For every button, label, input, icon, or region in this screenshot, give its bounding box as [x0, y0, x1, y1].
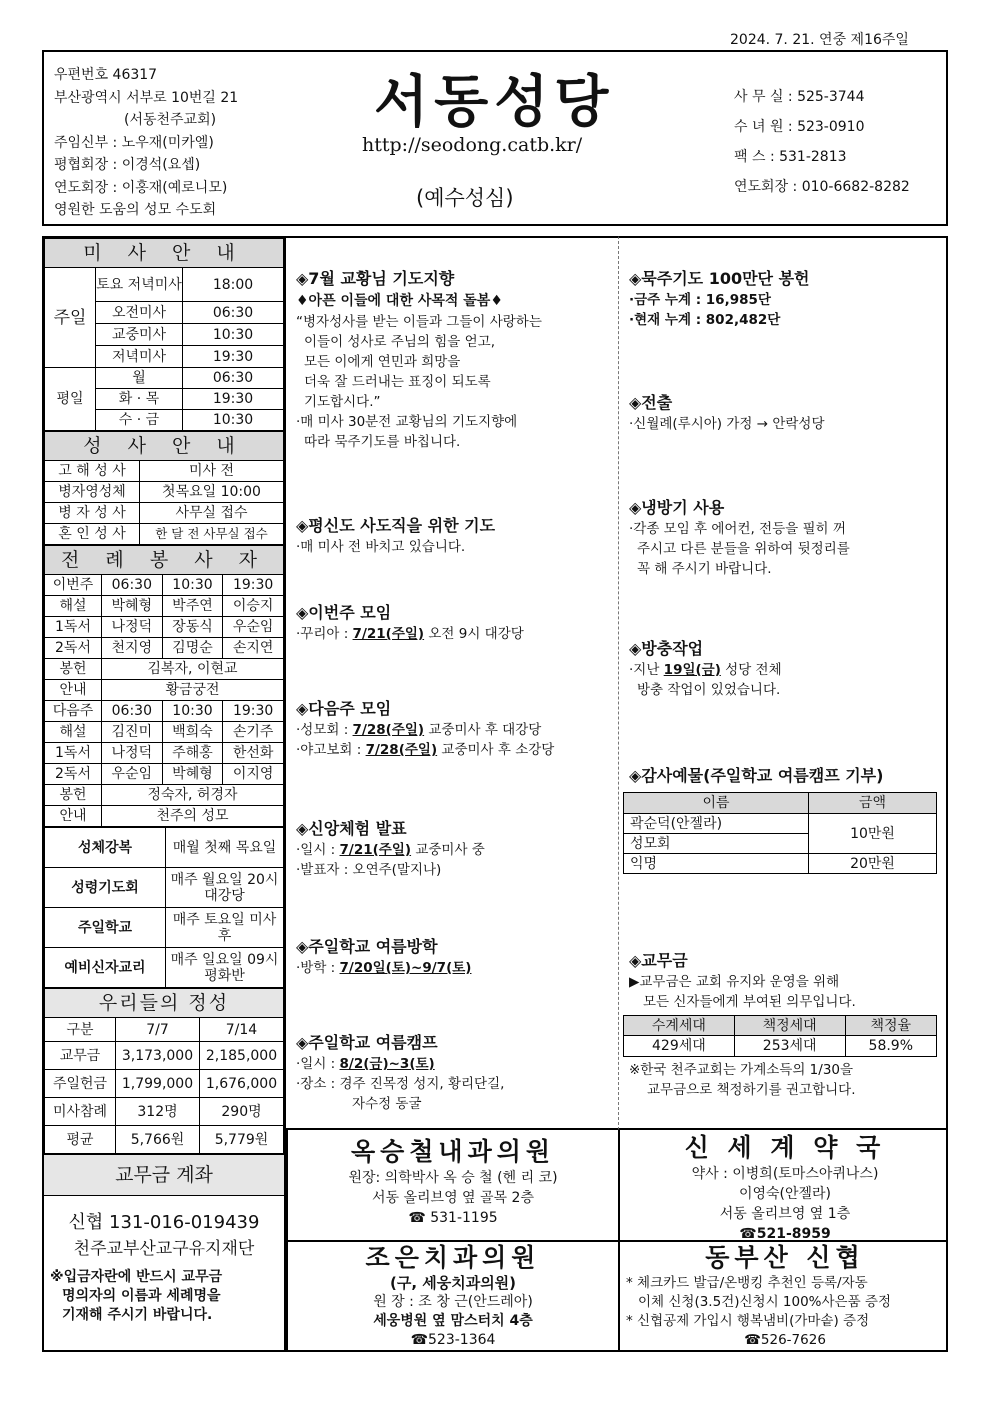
- ad-line: 이체 신청(3.5건)신청시 100%사은품 증정: [638, 1294, 892, 1310]
- ad-name: 옥승철내과의원: [350, 1137, 556, 1166]
- offering-title: 우리들의 정성: [45, 989, 284, 1018]
- section-title: ◈전출: [629, 393, 673, 412]
- mass-time: 18:00: [183, 268, 284, 302]
- meeting-name: 성체강복: [45, 828, 166, 868]
- time-header: 10:30: [162, 575, 223, 596]
- section-title: ◈교무금: [629, 951, 688, 970]
- ad-line: ☎ 531-1195: [408, 1210, 498, 1226]
- detail: 성당 전체: [720, 662, 782, 678]
- offering-header: 7/14: [200, 1018, 284, 1042]
- tithe-header: 책정세대: [734, 1016, 845, 1036]
- role: 안내: [45, 806, 102, 827]
- detail: 교중미사 후 대강당: [424, 722, 542, 738]
- address: 부산광역시 서부로 10번길 21: [54, 89, 239, 106]
- server: 손기주: [223, 722, 284, 743]
- text-line: ·신월례(루시아) 가정 → 안락성당: [629, 416, 825, 432]
- time-header: 19:30: [223, 575, 284, 596]
- role: 1독서: [45, 617, 102, 638]
- sacrament-name: 고 해 성 사: [45, 461, 140, 482]
- time-header: 10:30: [162, 701, 223, 722]
- mass-time: 10:30: [183, 410, 284, 431]
- mass-name: 교중미사: [96, 324, 183, 346]
- motto: (예수성심): [416, 186, 514, 210]
- server: 김진미: [102, 722, 163, 743]
- parish-info: [54, 64, 238, 222]
- guide-servers: 천주의 성모: [102, 806, 284, 827]
- guide-servers: 황금궁전: [102, 680, 284, 701]
- server: 이지영: [223, 764, 284, 785]
- mass-name: 월: [96, 368, 183, 389]
- detail: 오전 9시 대강당: [424, 626, 524, 642]
- section-title: ◈냉방기 사용: [629, 498, 725, 517]
- section-title: ◈다음주 모임: [296, 699, 392, 718]
- mass-time: 10:30: [183, 324, 284, 346]
- convent-phone: 수 녀 원 : 523-0910: [734, 119, 865, 135]
- tithe-value: 253세대: [734, 1036, 845, 1057]
- contact-list: [734, 82, 910, 202]
- server: 우순임: [102, 764, 163, 785]
- role: 2독서: [45, 764, 102, 785]
- mass-time: 19:30: [183, 346, 284, 368]
- offering-value: 5,779원: [200, 1126, 284, 1154]
- sacrament-value: 미사 전: [140, 461, 284, 482]
- text-line: ·각종 모임 후 에어컨, 전등을 필히 꺼: [629, 521, 846, 537]
- role: 봉헌: [45, 659, 102, 680]
- date: 7/21(주일): [352, 626, 425, 642]
- week-label: 다음주: [45, 701, 102, 722]
- text-line: [296, 840, 485, 860]
- weekday-label: 평일: [45, 368, 96, 431]
- account-title: 교무금 계좌: [44, 1154, 284, 1196]
- ad-name: 동부산 신협: [705, 1243, 865, 1272]
- prayer-president: 연도회장 : 이홍재(예로니모): [54, 179, 228, 196]
- ad-line: 세웅병원 옆 맘스터치 4층: [373, 1313, 533, 1329]
- text-line: 이들이 성사로 주님의 힘을 얻고,: [304, 334, 495, 350]
- server: 나정덕: [102, 617, 163, 638]
- text-line: ·발표자 : 오연주(말지나): [296, 862, 442, 878]
- server: 주해홍: [162, 743, 223, 764]
- time-header: 06:30: [102, 701, 163, 722]
- text-line: ※한국 천주교회는 가계소득의 1/30을: [629, 1062, 854, 1078]
- meeting-name: 주일학교: [45, 908, 166, 948]
- server: 박주연: [162, 596, 223, 617]
- note-line: ※입금자란에 반드시 교무금: [50, 1269, 223, 1285]
- text-line: 교무금으로 책정하기를 권고합니다.: [647, 1082, 856, 1098]
- server: 김명순: [162, 638, 223, 659]
- label: ·성모회 :: [296, 722, 353, 738]
- ad-line: ☎523-1364: [410, 1332, 496, 1348]
- ad-line: 약사 : 이병희(토마스아퀴나스): [691, 1166, 879, 1182]
- offering-header: 7/7: [116, 1018, 200, 1042]
- ad-pharmacy: [620, 1132, 950, 1244]
- ad-credit-union: [620, 1242, 950, 1350]
- mass-time: 19:30: [183, 389, 284, 410]
- sunday-label: 주일: [45, 268, 96, 368]
- president-phone: 연도회장 : 010-6682-8282: [734, 179, 910, 195]
- sacrament-value: 한 달 전 사무실 접수: [140, 524, 284, 545]
- offering-header: 구분: [45, 1018, 116, 1042]
- ad-line: * 체크카드 발급/온뱅킹 추천인 등록/자동: [626, 1275, 868, 1291]
- tithe-header: 책정율: [845, 1016, 936, 1036]
- page-title: 서동성당: [374, 69, 615, 135]
- section-title: ◈7월 교황님 기도지향: [296, 269, 455, 288]
- offering-value: 2,185,000: [200, 1042, 284, 1070]
- label: ·꾸리아 :: [296, 626, 353, 642]
- thanks-header: 금액: [809, 793, 937, 814]
- time-header: 19:30: [223, 701, 284, 722]
- section-title: ◈이번주 모임: [296, 603, 392, 622]
- ad-line: ☎521-8959: [739, 1226, 831, 1242]
- section-title: ◈평신도 사도직을 위한 기도: [296, 516, 496, 535]
- right-column: [618, 236, 948, 1130]
- server: 우순임: [223, 617, 284, 638]
- sacrament-value: 사무실 접수: [140, 503, 284, 524]
- role: 안내: [45, 680, 102, 701]
- text-line: 모든 신자들에게 부여된 의무입니다.: [643, 994, 856, 1010]
- sacrament-title: 성 사 안 내: [45, 432, 284, 461]
- role: 해설: [45, 722, 102, 743]
- text-line: ·현재 누계 : 802,482단: [629, 312, 781, 328]
- date: 8/2(금)~3(토): [339, 1056, 435, 1072]
- week-label: 이번주: [45, 575, 102, 596]
- text-line: “병자성사를 받는 이들과 그들이 사랑하는: [296, 314, 542, 330]
- tithe: [629, 950, 856, 1012]
- meetings-table: [44, 827, 284, 988]
- text-line: ·장소 : 경주 진목정 성지, 황리단길,: [296, 1076, 505, 1092]
- account-holder: 천주교부산교구유지재단: [73, 1239, 255, 1259]
- offering-label: 주일헌금: [45, 1070, 116, 1098]
- donor: 성모회: [624, 834, 809, 854]
- server: 나정덕: [102, 743, 163, 764]
- sacrament-value: 첫목요일 10:00: [140, 482, 284, 503]
- office-phone: 사 무 실 : 525-3744: [734, 89, 865, 105]
- lay-prayer: [296, 515, 495, 557]
- text-line: 더욱 잘 드러내는 표징이 되도록: [304, 374, 491, 390]
- summer-vacation: [296, 936, 471, 978]
- section-title: ◈묵주기도 100만단 봉헌: [629, 269, 810, 288]
- detail: 교중미사 후 소강당: [437, 742, 555, 758]
- mass-name: 화 · 목: [96, 389, 183, 410]
- detail: 교중미사 중: [411, 842, 485, 858]
- text-line: 주시고 다른 분들을 위하여 뒷정리를: [637, 541, 850, 557]
- rosary-offering: [629, 268, 810, 330]
- section-title: ◈감사예물(주일학교 여름캠프 기부): [629, 766, 884, 785]
- date: 7/20일(토)~9/7(토): [339, 960, 472, 976]
- text-line: 꼭 해 주시기 바랍니다.: [637, 561, 772, 577]
- ad-line: (구, 세웅치과의원): [389, 1274, 517, 1292]
- meeting-when: 매주 일요일 09시 평화반: [166, 948, 284, 988]
- transfer-out: [629, 392, 825, 434]
- meeting-name: 성령기도회: [45, 868, 166, 908]
- role: 2독서: [45, 638, 102, 659]
- mass-name: 토요 저녁미사: [96, 268, 183, 302]
- offering-table: [44, 988, 284, 1154]
- ad-clinic: [288, 1136, 618, 1228]
- note-line: 명의자의 이름과 세례명을: [62, 1288, 221, 1304]
- mass-title: 미 사 안 내: [45, 239, 284, 268]
- donor: 익명: [624, 854, 809, 874]
- text-line: 자수정 동굴: [352, 1096, 422, 1112]
- middle-column: [286, 236, 618, 1130]
- council-president: 평협회장 : 이경석(요셉): [54, 157, 201, 173]
- ad-line: 원장: 의학박사 옥 승 철 (헨 리 코): [348, 1170, 558, 1186]
- server: 천지영: [102, 638, 163, 659]
- left-column: [42, 236, 286, 1352]
- date: 7/28(주일): [365, 742, 438, 758]
- donor: 곽순덕(안젤라): [624, 814, 809, 834]
- role: 1독서: [45, 743, 102, 764]
- text-line: [296, 624, 524, 644]
- ad-dental: [288, 1242, 618, 1350]
- text-line: [296, 740, 554, 760]
- offering-servers: 김복자, 이현교: [102, 659, 284, 680]
- text-line: ·금주 누계 : 16,985단: [629, 292, 771, 308]
- server: 백희숙: [162, 722, 223, 743]
- sacrament-table: [44, 431, 284, 545]
- section-title: ◈신앙체험 발표: [296, 819, 407, 838]
- servers-title: 전 례 봉 사 자: [45, 546, 284, 575]
- text-line: [629, 660, 782, 680]
- offering-value: 312명: [116, 1098, 200, 1126]
- tithe-value: 429세대: [624, 1036, 735, 1057]
- faith-testimony: [296, 818, 485, 880]
- ad-line: ☎526-7626: [744, 1332, 826, 1348]
- server: 박혜형: [102, 596, 163, 617]
- text-line: ▶교무금은 교회 유지와 운영을 위해: [629, 974, 840, 990]
- website-link[interactable]: http://seodong.catb.kr/: [362, 134, 583, 156]
- label: ·지난: [629, 662, 664, 678]
- offering-value: 5,766원: [116, 1126, 200, 1154]
- offering-label: 평균: [45, 1126, 116, 1154]
- summer-camp: [296, 1032, 504, 1114]
- mass-time: 06:30: [183, 368, 284, 389]
- amount: 20만원: [809, 854, 937, 874]
- offering-value: 1,799,000: [116, 1070, 200, 1098]
- time-header: 06:30: [102, 575, 163, 596]
- text-line: 기도합시다.”: [304, 394, 381, 410]
- date: 19일(금): [663, 662, 721, 678]
- label: ·방학 :: [296, 960, 340, 976]
- thanks-table: [623, 792, 937, 874]
- label: ·야고보회 :: [296, 742, 366, 758]
- tithe-table: [623, 1015, 937, 1057]
- note-line: 기재해 주시기 바랍니다.: [62, 1307, 213, 1323]
- server: 손지연: [223, 638, 284, 659]
- ad-name: 신 세 계 약 국: [684, 1133, 886, 1162]
- convent: 영원한 도움의 성모 수도회: [54, 202, 217, 218]
- role: 해설: [45, 596, 102, 617]
- offering-value: 290명: [200, 1098, 284, 1126]
- postal-code: 우편번호 46317: [54, 67, 158, 83]
- text-line: [296, 958, 471, 978]
- sacrament-name: 혼 인 성 사: [45, 524, 140, 545]
- offering-value: 3,173,000: [116, 1042, 200, 1070]
- this-week-meeting: [296, 602, 524, 644]
- text-line: 방충 작업이 있었습니다.: [637, 682, 781, 698]
- label: ·일시 :: [296, 1056, 340, 1072]
- thanks-gifts: [629, 765, 883, 787]
- offering-label: 교무금: [45, 1042, 116, 1070]
- air-conditioner: [629, 497, 850, 579]
- ad-line: 서동 올리브영 옆 골목 2층: [372, 1190, 534, 1206]
- issue-date: 2024. 7. 21. 연중 제16주일: [730, 32, 909, 48]
- thanks-header: 이름: [624, 793, 809, 814]
- ad-line: * 신협공제 가입시 행복냄비(가마솥) 증정: [626, 1313, 870, 1329]
- mass-time: 06:30: [183, 302, 284, 324]
- section-title: ◈주일학교 여름방학: [296, 937, 438, 956]
- sacrament-name: 병 자 성 사: [45, 503, 140, 524]
- ad-name: 조은치과의원: [365, 1243, 541, 1272]
- date: 7/28(주일): [352, 722, 425, 738]
- mass-name: 수 · 금: [96, 410, 183, 431]
- label: ·일시 :: [296, 842, 340, 858]
- mass-table: [44, 238, 284, 431]
- tithe-value: 58.9%: [845, 1036, 936, 1057]
- ad-line: 이영숙(안젤라): [738, 1186, 832, 1202]
- text-line: ·매 미사 전 바치고 있습니다.: [296, 539, 466, 555]
- mass-name: 저녁미사: [96, 346, 183, 368]
- server: 장동식: [162, 617, 223, 638]
- meeting-name: 예비신자교리: [45, 948, 166, 988]
- account-note: [44, 1268, 284, 1325]
- account-number: 신협 131-016-019439: [68, 1212, 260, 1233]
- text-line: [296, 720, 554, 740]
- offering-value: 1,676,000: [200, 1070, 284, 1098]
- section-title: ◈방충작업: [629, 639, 704, 658]
- pastor: 주임신부 : 노우재(미카엘): [54, 134, 214, 151]
- section-subtitle: ♦아픈 이들에 대한 사목적 돌봄♦: [296, 293, 503, 309]
- server: 한선화: [223, 743, 284, 764]
- text-line: 모든 이에게 연민과 희망을: [304, 354, 461, 370]
- meeting-when: 매주 월요일 20시 대강당: [166, 868, 284, 908]
- text-line: 따라 묵주기도를 바칩니다.: [304, 434, 461, 450]
- role: 봉헌: [45, 785, 102, 806]
- amount: 10만원: [809, 814, 937, 854]
- sacrament-name: 병자영성체: [45, 482, 140, 503]
- mass-name: 오전미사: [96, 302, 183, 324]
- meeting-when: 매주 토요일 미사 후: [166, 908, 284, 948]
- offering-label: 미사참례: [45, 1098, 116, 1126]
- masthead: [42, 50, 948, 226]
- pope-intention: [296, 268, 542, 452]
- date: 7/21(주일): [339, 842, 412, 858]
- text-line: [296, 1054, 504, 1074]
- server: 박혜형: [162, 764, 223, 785]
- tithe-header: 수계세대: [624, 1016, 735, 1036]
- servers-table: [44, 545, 284, 827]
- pest-control: [629, 638, 782, 700]
- meeting-when: 매월 첫째 목요일: [166, 828, 284, 868]
- fax: 팩 스 : 531-2813: [734, 149, 847, 165]
- ads-area: [286, 1130, 948, 1352]
- ad-line: 서동 올리브영 옆 1층: [719, 1206, 851, 1222]
- text-line: ·매 미사 30분전 교황님의 기도지향에: [296, 414, 518, 430]
- section-title: ◈주일학교 여름캠프: [296, 1033, 438, 1052]
- next-week-meeting: [296, 698, 554, 760]
- ad-line: 원 장 : 조 창 근(안드레아): [373, 1294, 533, 1310]
- church-name: (서동천주교회): [124, 112, 217, 128]
- tithe-note: [629, 1060, 856, 1100]
- offering-servers: 정숙자, 허경자: [102, 785, 284, 806]
- server: 이승지: [223, 596, 284, 617]
